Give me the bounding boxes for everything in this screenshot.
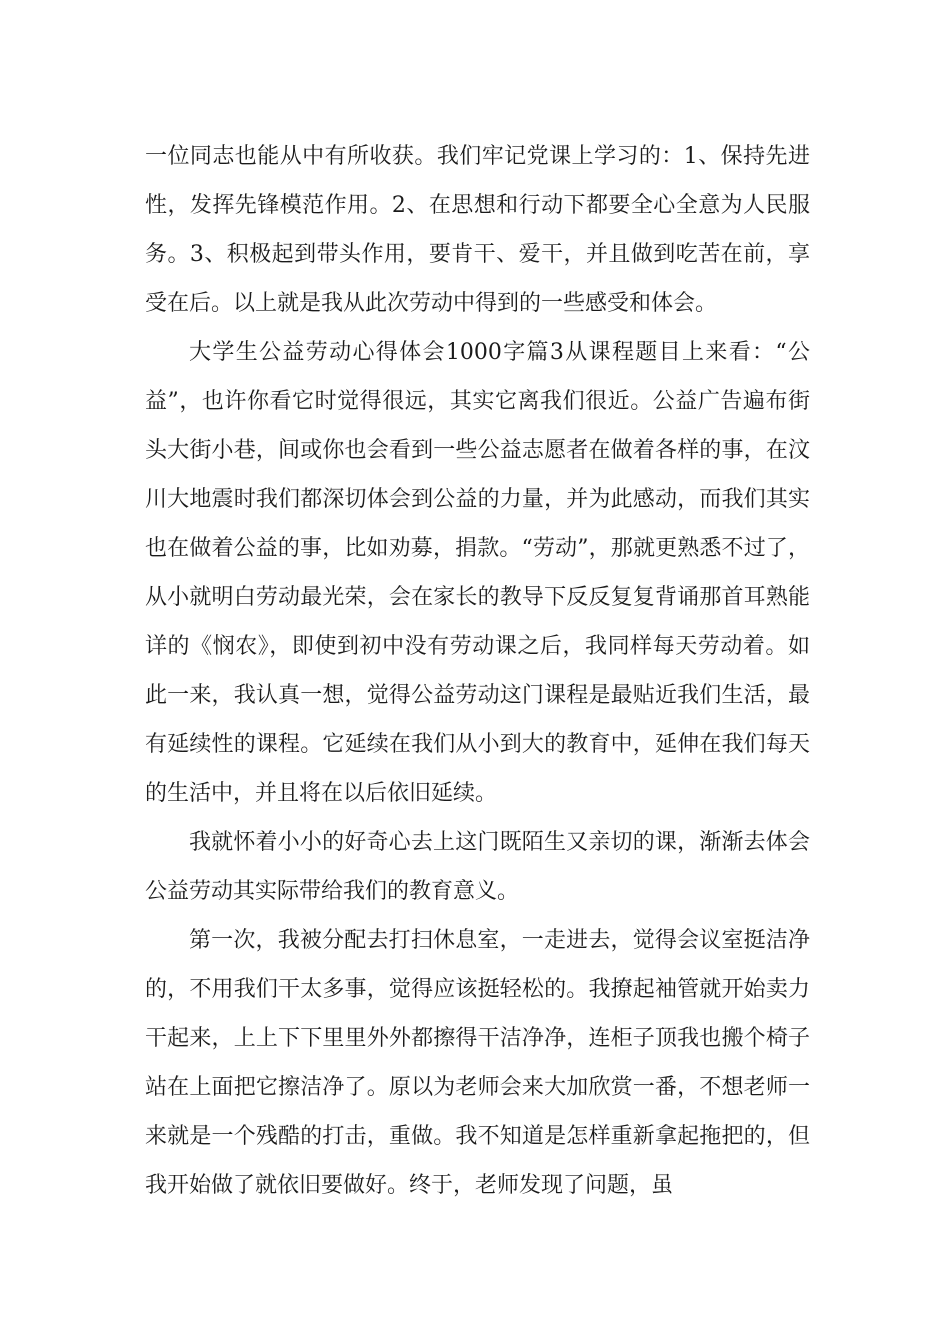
paragraph-2: 大学生公益劳动心得体会1000字篇3从课程题目上来看：“公益”，也许你看它时觉得很远，其实它离我们很近。公益广告遍布街头大街小巷，间或你也会看到一些公益志愿者在做着各样的事，在汶川大地震时我们都深切体会到公益的力量，并为此感动，而我们其实也在做着公益的事，比如劝募，捐款。“劳动”，那就更熟悉不过了，从小就明白劳动最光荣，会在家长的教导下反反复复背诵那首耳熟能详的《悯农》，即使到初中没有劳动课之后，我同样每天劳动着。如此一来，我认真一想，觉得公益劳动这门课程是最贴近我们生活，最有延续性的课程。它延续在我们从小到大的教育中，延伸在我们每天的生活中，并且将在以后依旧延续。 [145, 340, 810, 806]
document-body [145, 132, 810, 1210]
paragraph-3: 我就怀着小小的好奇心去上这门既陌生又亲切的课，渐渐去体会公益劳动其实际带给我们的教育意义。 [145, 830, 810, 904]
paragraph-1: 一位同志也能从中有所收获。我们牢记党课上学习的：1、保持先进性，发挥先锋模范作用。2、在思想和行动下都要全心全意为人民服务。3、积极起到带头作用，要肯干、爱干，并且做到吃苦在前，享受在后。以上就是我从此次劳动中得到的一些感受和体会。 [145, 144, 810, 316]
paragraph-4: 第一次，我被分配去打扫休息室，一走进去，觉得会议室挺洁净的，不用我们干太多事，觉得应该挺轻松的。我撩起袖管就开始卖力干起来，上上下下里里外外都擦得干洁净净，连柜子顶我也搬个椅子站在上面把它擦洁净了。原以为老师会来大加欣赏一番，不想老师一来就是一个残酷的打击，重做。我不知道是怎样重新拿起拖把的，但我开始做了就依旧要做好。终于，老师发现了问题，虽 [145, 928, 810, 1198]
